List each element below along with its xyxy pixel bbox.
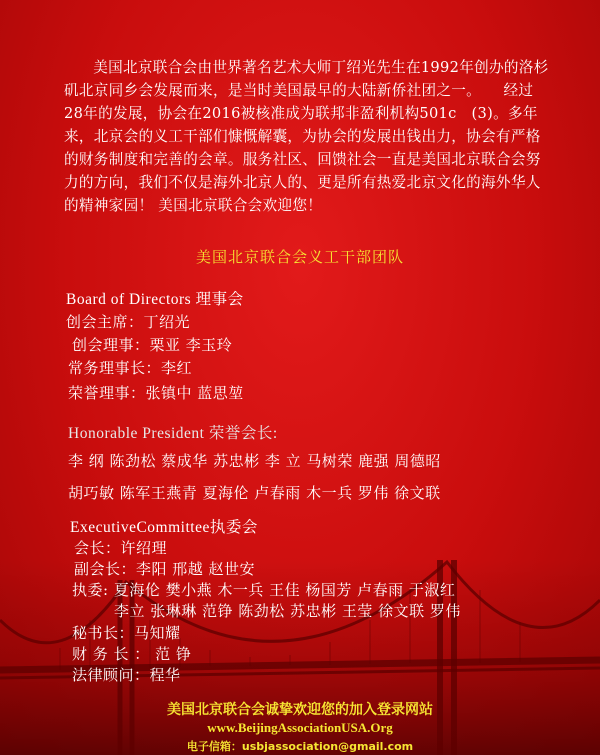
board-heading: Board of Directors 理事会	[66, 291, 244, 308]
honorary-directors: 荣誉理事：张镇中 蓝思堃	[68, 384, 244, 402]
executive-members-row1: 执委: 夏海伦 樊小燕 木一兵 王佳 杨国芳 卢春雨 于淑红	[72, 581, 456, 599]
executive-heading: ExecutiveCommittee执委会	[70, 519, 258, 536]
footer-welcome: 美国北京联合会诚挚欢迎您的加入登录网站	[167, 702, 433, 718]
intro-paragraph: 美国北京联合会由世界著名艺术大师丁绍光先生在1992年创办的洛杉矶北京同乡会发展而来，是当时美国最早的大陆新侨社团之一。 经过28年的发展，协会在2016被核准成为联邦非盈利机构501c (3)。多年来，北京会的义工干部们慷慨解囊，为协会的发展出钱出力，协会有严格的财务制度和完善的会章。服务社区、回馈社会一直是美国北京联合会努力的方向，我们不仅是海外北京人的、更是所有热爱北京文化的海外华人的精神家园！ 美国北京联合会欢迎您！	[64, 59, 549, 214]
executive-secretary: 秘书长：马知耀	[72, 624, 181, 642]
team-title: 美国北京联合会义工干部团队	[195, 248, 404, 266]
honorable-names-row2: 胡巧敏 陈军王燕青 夏海伦 卢春雨 木一兵 罗伟 徐文联	[68, 484, 441, 502]
executive-legal: 法律顾问：程华	[72, 666, 181, 684]
honorable-heading: Honorable President 荣誉会长:	[68, 425, 278, 442]
honorable-names-row1: 李 纲 陈劲松 蔡成华 苏忠彬 李 立 马树荣 鹿强 周德昭	[68, 452, 441, 470]
executive-president: 会长：许绍理	[74, 539, 168, 557]
executive-treasurer: 财 务 长 ： 范 铮	[72, 645, 192, 663]
founding-chair: 创会主席：丁绍光	[66, 313, 191, 331]
footer-website-link[interactable]: www.BeijingAssociationUSA.Org	[207, 720, 393, 735]
executive-members-row2: 李立 张琳琳 范铮 陈劲松 苏忠彬 王莹 徐文联 罗伟	[114, 602, 461, 620]
executive-vice-president: 副会长：李阳 邢越 赵世安	[74, 560, 256, 578]
executive-chair: 常务理事长：李红	[68, 359, 193, 377]
founding-directors: 创会理事：栗亚 李玉玲	[72, 336, 233, 354]
footer-email[interactable]: 电子信箱：usbjassociation@gmail.com	[186, 740, 414, 753]
